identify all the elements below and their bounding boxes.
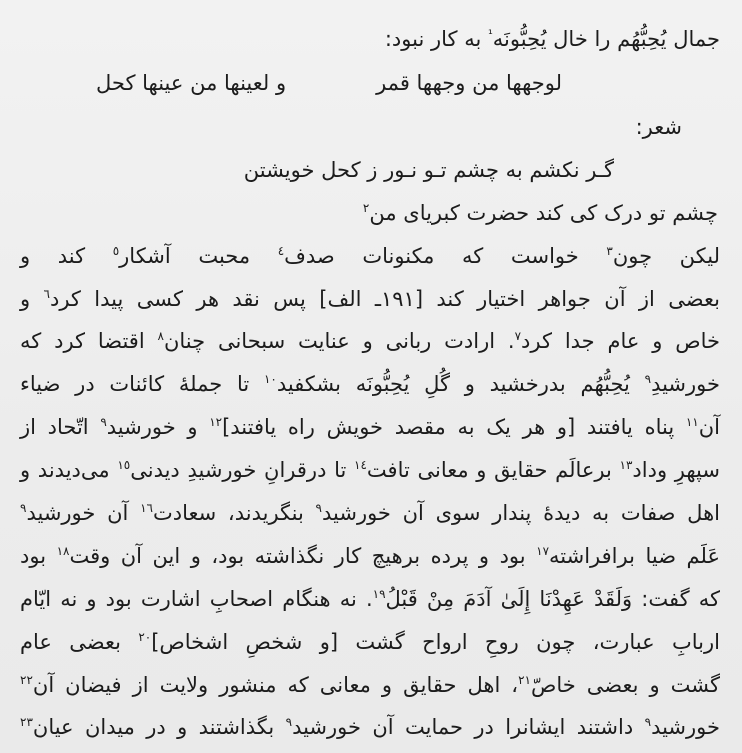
poem-line-1: گـر نکشم به چشم تـو نـور ز کحل خویشتن [243,158,614,182]
prose-line-1: لیکن چون$^٣$ خواست که مکنونات صدف$^٤$ محبت آشکار$^٥$ کند و [20,244,720,268]
prose-line-5: آن$^{١١}$ پناه یافتند [و هر یک به مقصد خویش راه یافتند]$^{١٢}$ و خورشید$^٩$ اتّحاد از [20,415,720,439]
prose-line-12: خورشید$^٩$ داشتند ایشانرا در حمایت آن خورشید$^٩$ بگذاشتند و در میدان عیان$^{٢٣}$ [20,715,720,739]
prose-line-9: که گفت: وَلَقَدْ عَهِدْنَا إِلَىٰ آدَمَ مِنْ قَبْلُ$^{١٩}$. نه هنگام اصحابِ اشارت بود و نه ایّام [20,587,720,611]
prose-line-6: سپهرِ وداد$^{١٣}$ برعالَم حقایق و معانی تافت$^{١٤}$ تا درقرانِ خورشیدِ دیدنی$^{١٥}$ می‌دیدند و [20,458,720,482]
prose-line-7: اهل صفات به دیدهٔ پندار سوی آن خورشید$^٩$ بنگریدند، سعادت$^{١٦}$ آن خورشید$^٩$ [20,501,720,525]
arabic-verse-second-hemistich: و لعينها من عينها كحل [96,71,287,95]
prose-line-10: اربابِ عبارت، چون روحِ ارواح گشت [و شخصِ اشخاص]$^{٢٠}$ بعضی عام [20,630,720,654]
prose-line-3: خاص و عام جدا کرد$^٧$. ارادت ربانی و عنایت سبحانی چنان$^٨$ اقتضا کرد که [20,329,721,353]
poem-line-2: چشم تو درک کی کند حضرت کبریای من$^٢$ [362,201,718,225]
prose-line-8: عَلَم ضیا برافراشته$^{١٧}$ بود و پرده برهیچ کار نگذاشته بود، و این آن وقت$^{١٨}$ بود [20,544,720,568]
prose-line-4: خورشیدِ$^٩$ يُحِبُّهُم بدرخشید و گُلِ يُحِبُّونَه بشکفید$^{١٠}$ تا جملهٔ کائنات در ضیاء [20,372,720,396]
arabic-verse-first-hemistich: لوجهها من وجهها قمر [376,71,562,95]
text-line-1: جمال يُحِبُّهُم را خال يُحِبُّونَه$^{^1}$ به کار نبود: [384,27,720,51]
poem-label: شعر: [635,115,682,139]
prose-line-11: گشت و بعضی خاصّ$^{٢١}$، اهل حقایق و معانی که منشور ولایت از فیضان آن$^{٢٢}$ [20,673,720,697]
prose-line-2: بعضی از آن جواهر اختیار کند [١٩١ـ الف] پس نقد هر کسی پیدا کرد$^٦$ و [20,287,720,311]
